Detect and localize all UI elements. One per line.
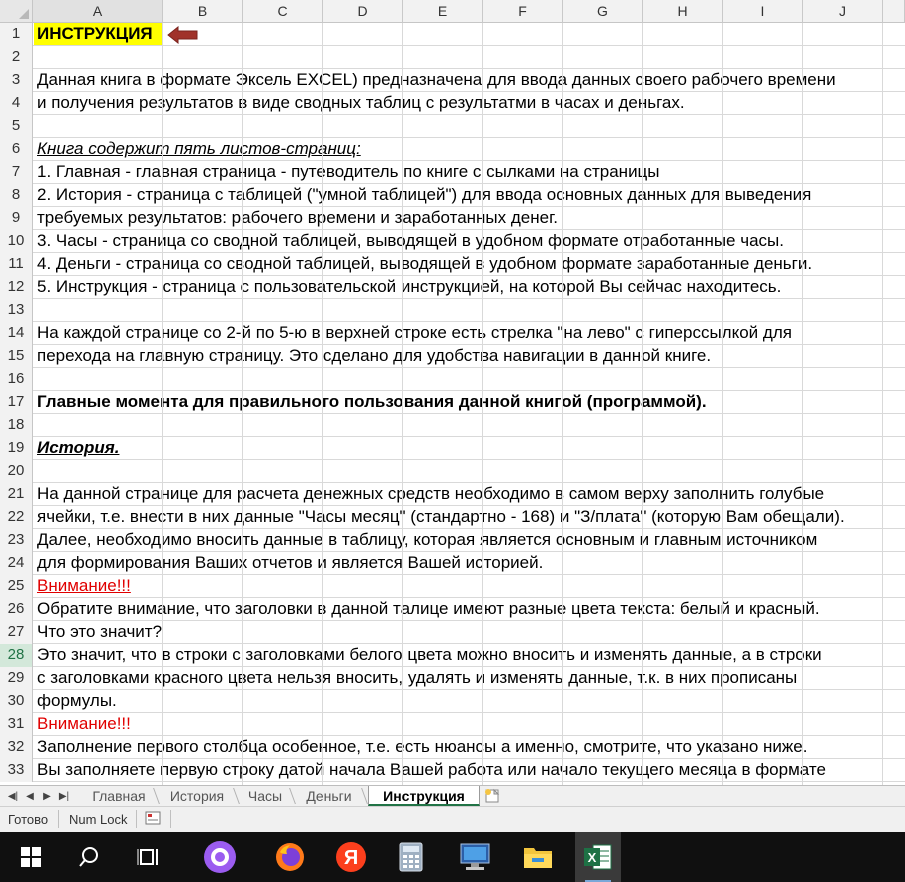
sheet-row	[0, 414, 905, 437]
column-header-a[interactable]: A	[33, 0, 163, 23]
sheet-row	[0, 23, 905, 46]
column-header-i[interactable]: I	[723, 0, 803, 23]
row-header[interactable]: 2	[0, 46, 33, 69]
cell-text[interactable]: 5. Инструкция - страница с пользовательской инструкцией, на которой Вы сейчас находитесь.	[37, 277, 782, 296]
row-header[interactable]: 22	[0, 506, 33, 529]
sheet-row	[0, 115, 905, 138]
cell-text[interactable]: 3. Часы - страница со сводной таблицей, выводящей в удобном формате отработанные часы.	[37, 231, 784, 250]
sheet-row	[0, 46, 905, 69]
sheet-row	[0, 253, 905, 276]
search-icon[interactable]	[66, 832, 112, 882]
row-header[interactable]: 28	[0, 644, 33, 667]
sheet-row	[0, 575, 905, 598]
sheet-row	[0, 529, 905, 552]
row-header[interactable]: 25	[0, 575, 33, 598]
sheet-row	[0, 161, 905, 184]
row-header[interactable]: 23	[0, 529, 33, 552]
row-header[interactable]: 4	[0, 92, 33, 115]
column-header-e[interactable]: E	[403, 0, 483, 23]
cell-text[interactable]: Внимание!!!	[37, 576, 131, 595]
windows-start-icon[interactable]	[8, 832, 54, 882]
row-header[interactable]: 14	[0, 322, 33, 345]
row-header[interactable]: 19	[0, 437, 33, 460]
column-header-d[interactable]: D	[323, 0, 403, 23]
sheet-tab[interactable]: Инструкция	[368, 786, 480, 806]
cell-text[interactable]: Далее, необходимо вносить данные в таблицу, которая является основным и главным источником	[37, 530, 818, 549]
status-numlock: Num Lock	[69, 812, 128, 827]
sheet-row	[0, 69, 905, 92]
sheet-row	[0, 92, 905, 115]
sheet-tab[interactable]: Деньги	[306, 788, 352, 804]
sheet-row	[0, 276, 905, 299]
row-header[interactable]: 31	[0, 713, 33, 736]
insert-sheet-icon[interactable]	[482, 787, 502, 805]
first-sheet-icon[interactable]: ◀|	[7, 790, 19, 802]
task-view-icon[interactable]	[126, 832, 172, 882]
yandex-browser-icon[interactable]	[328, 832, 374, 882]
cell-text[interactable]: требуемых результатов: рабочего времени и заработанных денег.	[37, 208, 558, 227]
cell-text[interactable]: Книга содержит пять листов-страниц:	[37, 139, 361, 158]
file-explorer-icon[interactable]	[515, 832, 561, 882]
cell-text[interactable]: Обратите внимание, что заголовки в данной талице имеют разные цвета текста: белый и красный.	[37, 599, 820, 618]
sheet-row	[0, 230, 905, 253]
sheet-row	[0, 621, 905, 644]
row-header[interactable]: 5	[0, 115, 33, 138]
column-header-g[interactable]: G	[563, 0, 643, 23]
cell-text[interactable]: Заполнение первого столбца особенное, т.е. есть нюансы а именно, смотрите, что указано ниже.	[37, 737, 808, 756]
sheet-tab[interactable]: Часы	[247, 788, 283, 804]
cell-text[interactable]: На каждой странице со 2-й по 5-ю в верхней строке есть стрелка "на лево" с гиперссылкой для	[37, 323, 792, 342]
status-bar	[0, 806, 905, 832]
sheet-title[interactable]: ИНСТРУКЦИЯ	[37, 24, 153, 43]
column-header-f[interactable]: F	[483, 0, 563, 23]
cell-text[interactable]: и получения результатов в виде сводных таблиц с результатми в часах и деньгах.	[37, 93, 685, 112]
row-header[interactable]: 11	[0, 253, 33, 276]
sheet-row	[0, 644, 905, 667]
row-header[interactable]: 15	[0, 345, 33, 368]
cell-text[interactable]: 1. Главная - главная страница - путеводитель по книге с сылками на страницы	[37, 162, 660, 181]
sheet-row	[0, 207, 905, 230]
excel-icon[interactable]	[575, 832, 621, 882]
windows-taskbar	[0, 832, 905, 882]
sheet-tab-bar	[0, 785, 905, 806]
column-header-h[interactable]: H	[643, 0, 723, 23]
sheet-row	[0, 736, 905, 759]
column-header-b[interactable]: B	[163, 0, 243, 23]
cell-text[interactable]: ячейки, т.е. внести в них данные "Часы месяц" (стандартно - 168) и "З/плата" (которую Вам обещали).	[37, 507, 845, 526]
select-all-corner[interactable]	[0, 0, 33, 23]
row-header[interactable]: 18	[0, 414, 33, 437]
row-header[interactable]: 17	[0, 391, 33, 414]
sheet-row	[0, 483, 905, 506]
cell-text[interactable]: История.	[37, 438, 120, 457]
column-header-c[interactable]: C	[243, 0, 323, 23]
sheet-row	[0, 690, 905, 713]
sheet-row	[0, 552, 905, 575]
sheet-tab[interactable]: История	[169, 788, 225, 804]
cell-text[interactable]: 4. Деньги - страница со сводной таблицей, выводящей в удобном формате заработанные деньги.	[37, 254, 813, 273]
row-header[interactable]: 20	[0, 460, 33, 483]
cell-text[interactable]: На данной странице для расчета денежных средств необходимо в самом верху заполнить голубые	[37, 484, 825, 503]
cell-text[interactable]: Что это значит?	[37, 622, 163, 641]
sheet-row	[0, 713, 905, 736]
sheet-nav-buttons	[0, 786, 71, 806]
cell-text[interactable]: Данная книга в формате Эксель EXCEL) предназначена для ввода данных своего рабочего времени	[37, 70, 836, 89]
cell-text[interactable]: Внимание!!!	[37, 714, 131, 733]
row-header[interactable]: 32	[0, 736, 33, 759]
alice-assistant-icon[interactable]	[197, 832, 243, 882]
row-header[interactable]: 21	[0, 483, 33, 506]
sheet-row	[0, 322, 905, 345]
sheet-row	[0, 506, 905, 529]
row-header[interactable]: 10	[0, 230, 33, 253]
row-header[interactable]: 1	[0, 23, 33, 46]
cell-text[interactable]: 2. История - страница с таблицей ("умной таблицей") для ввода основных данных для выведения	[37, 185, 812, 204]
row-header[interactable]: 16	[0, 368, 33, 391]
next-sheet-icon[interactable]: ▶	[43, 790, 51, 802]
firefox-icon[interactable]	[267, 832, 313, 882]
sheet-row	[0, 368, 905, 391]
cell-text[interactable]: Это значит, что в строки с заголовками белого цвета можно вносить и изменять данные, а в строки	[37, 645, 822, 664]
row-header[interactable]: 26	[0, 598, 33, 621]
sheet-row	[0, 184, 905, 207]
sheet-row	[0, 299, 905, 322]
row-header[interactable]: 8	[0, 184, 33, 207]
sheet-row	[0, 138, 905, 161]
row-header[interactable]: 13	[0, 299, 33, 322]
sheet-row	[0, 598, 905, 621]
macro-record-icon[interactable]	[145, 811, 161, 828]
row-header[interactable]: 29	[0, 667, 33, 690]
status-ready: Готово	[8, 812, 49, 827]
column-header-partial[interactable]	[883, 0, 905, 23]
last-sheet-icon[interactable]: ▶|	[58, 790, 70, 802]
row-header[interactable]: 9	[0, 207, 33, 230]
computer-icon[interactable]	[452, 832, 498, 882]
sheet-row	[0, 345, 905, 368]
calculator-icon[interactable]	[388, 832, 434, 882]
column-header-j[interactable]: J	[803, 0, 883, 23]
cell-text[interactable]: с заголовками красного цвета нельзя вносить, удалять и изменять данные, т.к. в них прописаны	[37, 668, 798, 687]
row-header[interactable]: 30	[0, 690, 33, 713]
cell-text[interactable]: Вы заполняете первую строку датой начала Вашей работа или начало текущего месяца в формате	[37, 760, 826, 779]
sheet-row	[0, 460, 905, 483]
row-header[interactable]: 3	[0, 69, 33, 92]
row-header[interactable]: 27	[0, 621, 33, 644]
svg-text:X: X	[587, 850, 597, 865]
cell-text[interactable]: перехода на главную страницу. Это сделано для удобства навигации в данной книге.	[37, 346, 712, 365]
row-header[interactable]: 24	[0, 552, 33, 575]
row-header[interactable]: 6	[0, 138, 33, 161]
svg-text:Я: Я	[343, 847, 359, 869]
sheet-row	[0, 667, 905, 690]
row-header[interactable]: 33	[0, 759, 33, 782]
row-header[interactable]: 7	[0, 161, 33, 184]
cell-text[interactable]: Главные момента для правильного пользования данной книгой (программой).	[37, 392, 707, 411]
prev-sheet-icon[interactable]: ◀	[26, 790, 34, 802]
sheet-row	[0, 437, 905, 460]
cell-text[interactable]: для формирования Ваших отчетов и является Вашей историей.	[37, 553, 544, 572]
sheet-tab[interactable]: Главная	[92, 788, 146, 804]
row-header[interactable]: 12	[0, 276, 33, 299]
cell-text[interactable]: формулы.	[37, 691, 117, 710]
sheet-row	[0, 391, 905, 414]
sheet-row	[0, 759, 905, 782]
